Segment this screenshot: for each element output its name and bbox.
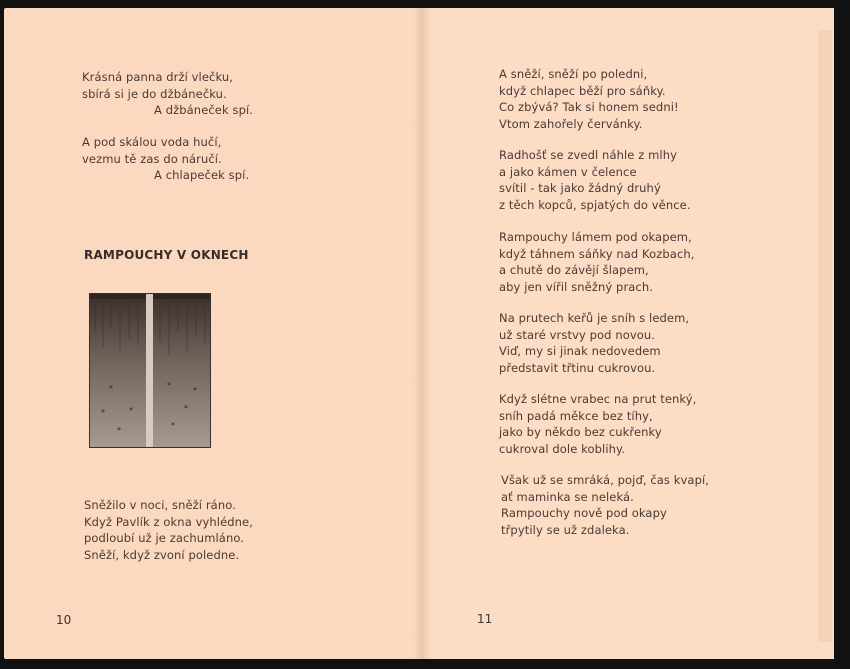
verse-line: už staré vrstvy pod novou. xyxy=(499,327,656,342)
verse-line: sbírá si je do džbánečku. xyxy=(82,86,227,101)
verse-line: sníh padá měkce bez tíhy, xyxy=(499,408,653,423)
stanza-r3 xyxy=(499,229,695,295)
verse-line: Když Pavlík z okna vyhlédne, xyxy=(84,514,253,529)
page-number-left: 10 xyxy=(56,613,72,627)
verse-line: podloubí už je zachumláno. xyxy=(84,531,245,545)
verse-line: a jako kámen v čelence xyxy=(499,164,637,179)
verse-line: Na prutech keřů je sníh s ledem, xyxy=(499,311,690,325)
verse-line: cukroval dole koblihy. xyxy=(499,441,626,456)
stanza-r5 xyxy=(499,391,696,457)
stanza-2 xyxy=(82,134,249,184)
verse-line: třpytily se už zdaleka. xyxy=(501,522,630,537)
verse-line: Viď, my si jinak nedovedem xyxy=(499,344,661,358)
verse-line: A sněží, sněží po poledni, xyxy=(499,67,648,81)
window-illustration xyxy=(89,293,211,448)
verse-line: Sněží, když zvoní poledne. xyxy=(84,547,240,562)
verse-line: A chlapeček spí. xyxy=(154,168,250,182)
verse-line: Vtom zahořely červánky. xyxy=(499,116,643,131)
svg-text:*: * xyxy=(193,386,197,395)
stanza-r1 xyxy=(499,66,679,132)
verse-line: Když slétne vrabec na prut tenký, xyxy=(499,392,697,406)
verse-line: aby jen vířil sněžný prach. xyxy=(499,279,653,294)
stanza-r4 xyxy=(499,310,689,376)
stanza-r2 xyxy=(499,147,691,213)
verse-line: Rampouchy nově pod okapy xyxy=(501,506,667,520)
poem-title: RAMPOUCHY V OKNECH xyxy=(84,248,249,262)
page-number-right: 11 xyxy=(477,612,493,626)
verse-line: Radhošť se zvedl náhle z mlhy xyxy=(499,148,677,162)
svg-text:*: * xyxy=(129,406,133,415)
stanza-r6 xyxy=(501,472,709,538)
verse-line: ať maminka se neleká. xyxy=(501,489,634,504)
verse-line: Rampouchy lámem pod okapem, xyxy=(499,230,692,244)
svg-text:*: * xyxy=(171,421,175,430)
book-gutter xyxy=(414,8,432,659)
svg-text:*: * xyxy=(184,404,188,413)
verse-line: Sněžilo v noci, sněží ráno. xyxy=(84,498,236,512)
svg-text:*: * xyxy=(101,408,105,417)
svg-text:*: * xyxy=(109,384,113,393)
stanza-1 xyxy=(82,69,253,119)
verse-line: z těch kopců, spjatých do věnce. xyxy=(499,197,691,212)
verse-line: Co zbývá? Tak si honem sedni! xyxy=(499,100,679,114)
verse-line: jako by někdo bez cukřenky xyxy=(499,425,662,439)
verse-line: představit třtinu cukrovou. xyxy=(499,360,656,375)
verse-line: Však už se smráká, pojď, čas kvapí, xyxy=(501,473,710,487)
page-edge xyxy=(818,30,832,642)
svg-text:*: * xyxy=(117,426,121,435)
verse-line: vezmu tě zas do náručí. xyxy=(82,151,222,166)
verse-line: a chutě do závějí šlapem, xyxy=(499,263,649,277)
verse-line: A pod skálou voda hučí, xyxy=(82,135,222,149)
verse-line: Krásná panna drží vlečku, xyxy=(82,70,233,84)
verse-line: A džbáneček spí. xyxy=(154,103,254,117)
stanza-3 xyxy=(84,497,253,563)
verse-line: když chlapec běží pro sáňky. xyxy=(499,83,666,98)
verse-line: když táhnem sáňky nad Kozbach, xyxy=(499,246,695,261)
window-drawing xyxy=(89,293,211,448)
svg-text:*: * xyxy=(167,381,171,390)
verse-line: svítil - tak jako žádný druhý xyxy=(499,181,661,195)
